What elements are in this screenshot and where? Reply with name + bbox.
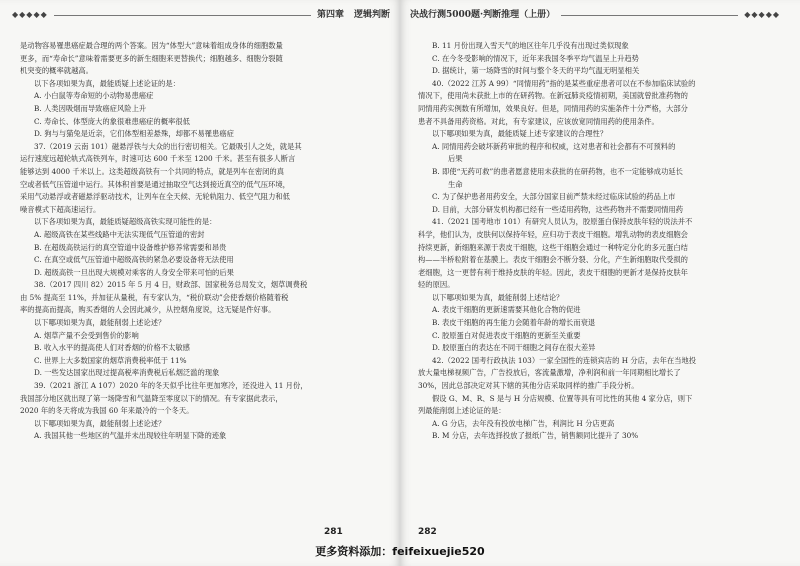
text-line: 后果 [448, 154, 463, 164]
text-line: B. 即使“无药可救”的患者愿意使用未获批的在研药物，也不一定能够成功延长 [432, 166, 683, 176]
text-line: B. 人类因吸烟而导致癌症风险上升 [34, 103, 147, 113]
text-line: A. 超级高铁在某些线路中无法实现低气压管道的密封 [34, 229, 205, 239]
left-page-header [12, 8, 390, 22]
book-title: 决战行测5000题·判断推理（上册） [410, 10, 556, 20]
text-line: 率的提高而提高，购买香烟的人会因此减少，从控烟角度说，这无疑是件好事。 [20, 305, 276, 315]
text-line: 能够达到 4000 千米以上。这类超级高铁有一个共同的特点，就是列车在密闭的真 [20, 166, 285, 176]
right-page-header [410, 8, 780, 22]
page-number-right: 282 [418, 527, 437, 537]
text-line: 采用气动悬浮或者磁悬浮驱动技术，让列车在全天候、无轮轨阻力、低空气阻力和低 [20, 192, 290, 202]
text-line: C. 胶原蛋白对促进表皮干细胞的更新至关重要 [432, 330, 581, 340]
text-line: 更多，而“寿命长”意味着需要更多的新生细胞来更替换代；细胞越多、细胞分裂随 [20, 53, 283, 63]
text-line: 41.（2021 国考地市 101）有研究人员认为，胶原蛋白保持皮肤年轻的说法并不 [432, 217, 693, 227]
text-line: 假设 G、M、R、S 是与 H 分店规模、位置等具有可比性的其他 4 家分店，则下 [432, 393, 693, 403]
text-line: 38.（2017 四川 82）2015 年 5 月 4 日，财政部、国家税务总局发文，烟草调费税 [34, 280, 308, 290]
text-line: 我国部分地区就出现了第一场降雪和气温降至零度以下的情况。有专家据此表示， [20, 393, 283, 403]
text-line: 持续更新，新细胞来源于表皮干细胞，这些干细胞会通过一种特定分化的多元蛋白结 [418, 242, 688, 252]
text-line: A. 我国其他一些地区的气温并未出现较往年明显下降的迹象 [34, 431, 227, 441]
text-line: A. 烟草产量不会受到售价的影响 [34, 330, 139, 340]
right-page-text [418, 40, 780, 443]
text-line: 以下哪项如果为真，最能削弱上述论述？ [34, 418, 166, 428]
text-line: 以下各项如果为真，最能质疑上述论证的是： [34, 78, 180, 88]
text-line: 放大量电梯视频广告，广告投放后，客流量激增，净利润和前一年同期相比增长了 [418, 368, 681, 378]
text-line: 以下哪项如果为真，最能削弱上述结论？ [432, 292, 564, 302]
diamond-ornament-icon: ◆◆◆◆◆ [744, 10, 780, 19]
text-line: 构——半桥粒附着在基膜上。表皮干细胞会不断分裂、分化，产生新细胞取代受损的 [418, 255, 688, 265]
text-line: C. 寿命长、体型庞大的象很难患癌症的概率很低 [34, 116, 190, 126]
text-line: C. 在真空或低气压管道中超级高铁的紧急必要设备将无法使用 [34, 255, 234, 265]
chapter-title [317, 8, 390, 22]
right-page [400, 0, 800, 566]
text-line: 患者不具备用药资格。对此，有专家建议，应该放宽同情用药的使用条件。 [418, 116, 659, 126]
text-line: D. 胶原蛋白的表达在不同干细胞之间存在很大差异 [432, 343, 596, 353]
text-line: 由 5% 提高至 11%，并加征从量税，有专家认为，“税价联动”会使香烟价格随着税 [20, 292, 289, 302]
header-rule [561, 15, 738, 16]
text-line: B. M 分店，去年选择投放了报纸广告，销售额同比提升了 30% [432, 431, 639, 441]
text-line: 2020 年的冬天将成为我国 60 年来最冷的一个冬天。 [20, 406, 194, 416]
text-line: D. 超级高铁一旦出现大规模对乘客的人身安全带来可怕的后果 [34, 267, 234, 277]
text-line: A. 同情用药会破坏新药审批的程序和权威，这对患者和社会都有不可预料的 [432, 141, 676, 151]
text-line: B. 收入水平的提高使人们对香烟的价格不太敏感 [34, 343, 190, 353]
text-line: 运行速度远超轮轨式高铁列车，时速可达 600 千米至 1200 千米。甚至有很多人断言 [20, 154, 296, 164]
text-line: 列最能削弱上述论证的是： [418, 406, 506, 416]
text-line: 老细胞，这一更替有利于维持皮肤的年轻。因此，表皮干细胞的更新才是保持皮肤年 [418, 267, 688, 277]
page-number-left: 281 [324, 527, 343, 537]
text-line: A. 表皮干细胞的更新速需要其他化合物的促进 [432, 305, 581, 315]
header-rule [54, 15, 311, 16]
text-line: 轻的原因。 [418, 280, 455, 290]
text-line: 生命 [448, 179, 463, 189]
text-line: 42.（2022 国考行政执法 103）一家全国性的连锁宾店的 H 分店，去年在当地投 [432, 355, 697, 365]
text-line: 39.（2021 浙江 A 107）2020 年的冬天似乎比往年更加寒冷，还没进入 11 月份， [34, 381, 308, 391]
text-line: D. 一些发达国家出现过提高税率消费税后私烟泛滥的现象 [34, 368, 220, 378]
chapter-number: 第四章 [316, 10, 344, 20]
text-line: 37.（2019 云南 101）磁悬浮铁与大众的出行密切相关。它最吸引人之处，就是其 [34, 141, 302, 151]
text-line: A. G 分店，去年没有投放电梯广告，利润比 H 分店更高 [432, 418, 615, 428]
text-line: 以下哪项如果为真，最能质疑上述专家建议的合理性？ [432, 129, 608, 139]
text-line: D. 据统计，第一场降雪的时间与整个冬天的平均气温无明显相关 [432, 66, 640, 76]
text-line: 是动物容易罹患癌症最合理的两个答案。因为“体型大”意味着组成身体的细胞数量 [20, 41, 283, 50]
text-line: 科学，他们认为，皮肤何以保持年轻，应归功于表皮干细胞。增乳动物的表皮细胞会 [418, 229, 688, 239]
text-line: 噪音模式下超高速运行。 [20, 204, 101, 214]
text-line: 30%，因此总部决定对其下辖的其他分店采取同样的推广手段分析。 [418, 381, 639, 391]
text-line: B. 在超级高铁运行的真空管道中设备维护修养常需要和昂贵 [34, 242, 227, 252]
text-line: 40.（2022 江苏 A 99）“同情用药”指的是某些重症患者可以在不参加临床试验的 [432, 78, 696, 88]
text-line: A. 小白鼠等寿命短的小动物易患癌症 [34, 91, 154, 101]
text-line: 以下各项如果为真，最能质疑超级高铁实现可能性的是： [34, 217, 217, 227]
left-page-text [20, 40, 378, 443]
chapter-subject: 逻辑判断 [353, 10, 390, 20]
text-line: 机突变的概率就越高。 [20, 66, 93, 76]
text-line: D. 目前，大部分研发机构都已经有一些适用药物，这些药物并不需要同情用药 [432, 204, 684, 214]
text-line: C. 世界上大多数国家的烟草消费税率低于 11% [34, 355, 187, 365]
text-line: 空或者低气压管道中运行。其体积首要是通过抽取空气达到接近真空的低气压环境， [20, 179, 290, 189]
text-line: C. 在今冬受影响的情况下，近年来我国冬季平均气温呈上升趋势 [432, 53, 639, 63]
text-line: B. 11 月份出现入雪天气的地区往年几乎没有出现过类似现象 [432, 41, 629, 50]
diamond-ornament-icon: ◆◆◆◆◆ [12, 10, 48, 19]
footer-watermark-text: 更多资料添加：feifeixuejie520 [315, 545, 485, 558]
text-line: D. 狗与与猫兔是近亲，它们体型相差悬殊，却都不易罹患癌症 [34, 129, 234, 139]
text-line: 情况下，使用尚未获批上市的在研药物。在新冠肺炎疫情初期，美国就曾批准药物的 [418, 91, 688, 101]
text-line: 以下哪项如果为真，最能削弱上述论述？ [34, 318, 166, 328]
text-line: 同情用药实例数有所增加，效果良好。但是，同情用药的实施条件十分严格，大部分 [418, 103, 688, 113]
text-line: B. 表皮干细胞的再生能力会随着年龄的增长而衰退 [432, 318, 596, 328]
text-line: C. 为了保护患者用药安全，大部分国家目前严禁未经过临床试验的药品上市 [432, 192, 676, 202]
